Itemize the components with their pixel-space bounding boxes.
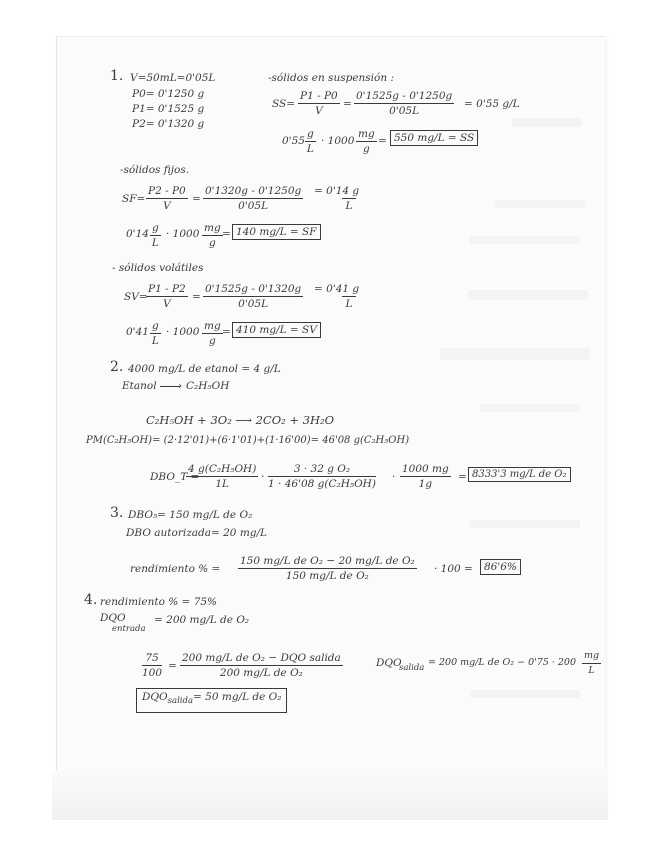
q2-reaction: C₂H₅OH + 3O₂ ⟶ 2CO₂ + 3H₂O — [146, 413, 335, 427]
sv-result-num: = 0'41 g — [314, 283, 360, 295]
sv-result — [312, 283, 361, 310]
sv-result-den: L — [342, 296, 356, 310]
q4-eq-equals: = — [168, 660, 177, 672]
sf-conv-unit-den: L — [151, 237, 159, 249]
q4-boxed-result — [136, 688, 287, 713]
q3-dbo5: DBO₅= 150 mg/L de O₂ — [128, 509, 253, 521]
ss-equals: = — [343, 98, 352, 110]
sv-boxed-result: 410 mg/L = SV — [232, 322, 321, 338]
sv-conv-unit-num: g — [152, 320, 159, 332]
show-through-mark — [480, 404, 580, 412]
sf-conv-mult: · 1000 — [166, 228, 200, 240]
sv-conv-lead: 0'41 — [126, 326, 149, 338]
ss-conv-mg-num: mg — [358, 128, 375, 140]
q2-formula-arrow — [160, 386, 180, 387]
q3-rend-lhs: rendimiento % = — [130, 563, 221, 575]
q2-ethanol-concentration: 4000 mg/L de etanol = 4 g/L — [128, 363, 281, 375]
sv-equals: = — [192, 291, 201, 303]
sf-conv-mg-den: g — [202, 235, 223, 249]
q2-factor-3 — [400, 463, 451, 490]
sv-lhs: SV= — [124, 291, 148, 303]
ss-conv-unit-num: g — [307, 128, 314, 140]
q4-dqo-entrada-sub: entrada — [112, 624, 146, 634]
q3-dbo-autorizada: DBO autorizada= 20 mg/L — [126, 527, 268, 539]
ss-conv-mg — [356, 128, 377, 155]
q4-right-label: DQO — [376, 657, 402, 669]
ss-boxed-result: 550 mg/L = SS — [390, 130, 478, 146]
q4-dqo-entrada-label: DQO — [100, 612, 126, 624]
sf-values-fraction — [203, 185, 303, 212]
q4-eq-left-den: 100 — [142, 667, 163, 679]
q2-equals: = — [458, 471, 467, 483]
q4-right-unit-num: mg — [584, 650, 600, 661]
q3-rend-den: 150 mg/L de O₂ — [238, 568, 417, 582]
q3-rend-num: 150 mg/L de O₂ − 20 mg/L de O₂ — [240, 555, 415, 567]
q4-right-unit-den: L — [582, 663, 601, 677]
given-p2: P2= 0'1320 g — [132, 118, 205, 130]
sv-values-fraction — [203, 283, 303, 310]
q3-rend-mult: · 100 = — [434, 563, 473, 575]
ss-heading: -sólidos en suspensión : — [268, 72, 394, 84]
sv-conv-mg-den: g — [202, 333, 223, 347]
q2-ethanol-formula: C₂H₅OH — [186, 380, 230, 392]
ss-conv-equals: = — [378, 135, 387, 147]
q4-eq-left-num: 75 — [145, 652, 159, 664]
given-p1: P1= 0'1525 g — [132, 103, 205, 115]
show-through-mark — [495, 200, 585, 208]
q2-mult-2: · — [392, 471, 396, 483]
q3-rend-fraction — [238, 555, 417, 582]
sf-formula-den: V — [146, 198, 188, 212]
ss-formula-num: P1 - P0 — [300, 90, 338, 102]
ss-values-den: 0'05L — [354, 103, 454, 117]
show-through-mark — [512, 118, 582, 127]
sf-conv-lead: 0'14 — [126, 228, 149, 240]
page-bottom-shadow — [52, 770, 608, 820]
sv-conv-mult: · 1000 — [166, 326, 200, 338]
ss-values-num: 0'1525g - 0'1250g — [356, 90, 453, 102]
ss-conv-lead: 0'55 — [282, 135, 305, 147]
q2-factor-2 — [268, 463, 376, 490]
ss-conv-unit — [305, 128, 316, 155]
q2-factor-1-den: 1L — [186, 476, 258, 490]
sv-values-den: 0'05L — [203, 296, 303, 310]
sf-result-den: L — [342, 198, 356, 212]
sf-conv-unit-num: g — [152, 222, 159, 234]
question-1-number: 1. — [110, 68, 124, 84]
ss-conv-mg-den: g — [356, 141, 377, 155]
sf-result — [312, 185, 361, 212]
q2-factor-3-num: 1000 mg — [402, 463, 449, 475]
q4-boxed-value: = 50 mg/L de O₂ — [193, 691, 282, 703]
sf-formula-fraction — [146, 185, 188, 212]
ss-formula-den: V — [298, 103, 340, 117]
show-through-mark — [470, 520, 580, 528]
ss-lhs: SS= — [272, 98, 295, 110]
ss-conv-unit-den: L — [306, 143, 314, 155]
q2-mult-1: · — [261, 471, 265, 483]
ss-result: = 0'55 g/L — [464, 98, 520, 110]
q4-eq-right-den: 200 mg/L de O₂ — [180, 665, 343, 679]
sf-boxed-result: 140 mg/L = SF — [232, 224, 321, 240]
sv-formula-den: V — [146, 296, 188, 310]
q4-right-sub: salida — [399, 663, 425, 673]
sf-conv-mg-num: mg — [204, 222, 221, 234]
show-through-mark — [468, 290, 588, 300]
q2-factor-2-den: 1 · 46'08 g(C₂H₅OH) — [268, 478, 376, 490]
q2-factor-3-den: 1g — [400, 476, 451, 490]
sv-conv-unit — [150, 320, 161, 347]
show-through-mark — [440, 348, 590, 360]
sf-lhs: SF= — [122, 193, 146, 205]
sf-conv-mg — [202, 222, 223, 249]
sv-conv-equals: = — [222, 326, 231, 338]
q2-factor-2-num: 3 · 32 g O₂ — [293, 463, 351, 475]
sf-equals: = — [192, 193, 201, 205]
q4-eq-right-num: 200 mg/L de O₂ − DQO salida — [182, 652, 341, 664]
q2-factor-1 — [186, 463, 258, 490]
q2-dbo-lhs: DBO_T = — [150, 471, 200, 483]
q4-boxed-sub: salida — [167, 696, 194, 707]
sv-formula-num: P1 - P2 — [148, 283, 186, 295]
ss-values-fraction — [354, 90, 454, 117]
q2-boxed-result: 8333'3 mg/L de O₂ — [468, 467, 571, 482]
q2-molar-mass: PM(C₂H₅OH)= (2·12'01)+(6·1'01)+(1·16'00)= 46'08 g(C₂H₅OH) — [86, 435, 410, 446]
sf-values-num: 0'1320g - 0'1250g — [205, 185, 302, 197]
question-2-number: 2. — [110, 359, 124, 375]
sf-values-den: 0'05L — [203, 198, 303, 212]
question-3-number: 3. — [110, 505, 124, 521]
sv-heading: - sólidos volátiles — [112, 262, 204, 274]
ss-formula-fraction — [298, 90, 340, 117]
sv-conv-mg — [202, 320, 223, 347]
q4-boxed-label: DQO — [142, 691, 168, 703]
sv-formula-fraction — [146, 283, 188, 310]
show-through-mark — [470, 690, 580, 698]
q3-boxed-result: 86'6% — [480, 559, 521, 575]
sf-heading: -sólidos fijos. — [120, 164, 190, 176]
given-volume: V=50mL=0'05L — [130, 72, 216, 84]
sf-result-num: = 0'14 g — [314, 185, 360, 197]
sf-formula-num: P2 - P0 — [148, 185, 186, 197]
sv-values-num: 0'1525g - 0'1320g — [205, 283, 302, 295]
sf-conv-equals: = — [222, 228, 231, 240]
q4-rendimiento: rendimiento % = 75% — [100, 596, 218, 608]
sv-conv-unit-den: L — [151, 335, 159, 347]
question-4-number: 4. — [84, 592, 98, 608]
sv-conv-mg-num: mg — [204, 320, 221, 332]
given-p0: P0= 0'1250 g — [132, 88, 205, 100]
q4-right-value: = 200 mg/L de O₂ − 0'75 · 200 — [428, 657, 577, 668]
q2-formula-arrow-head: › — [178, 380, 183, 392]
show-through-mark — [470, 236, 580, 244]
q4-eq-left-fraction — [142, 652, 162, 679]
q2-factor-1-num: 4 g(C₂H₅OH) — [188, 463, 257, 475]
q2-ethanol-label: Etanol — [122, 380, 157, 392]
sf-conv-unit — [150, 222, 161, 249]
q4-eq-right-fraction — [180, 652, 343, 679]
q4-dqo-entrada-value: = 200 mg/L de O₂ — [154, 614, 250, 626]
q4-right-unit — [582, 650, 601, 677]
ss-conv-mult: · 1000 — [321, 135, 355, 147]
